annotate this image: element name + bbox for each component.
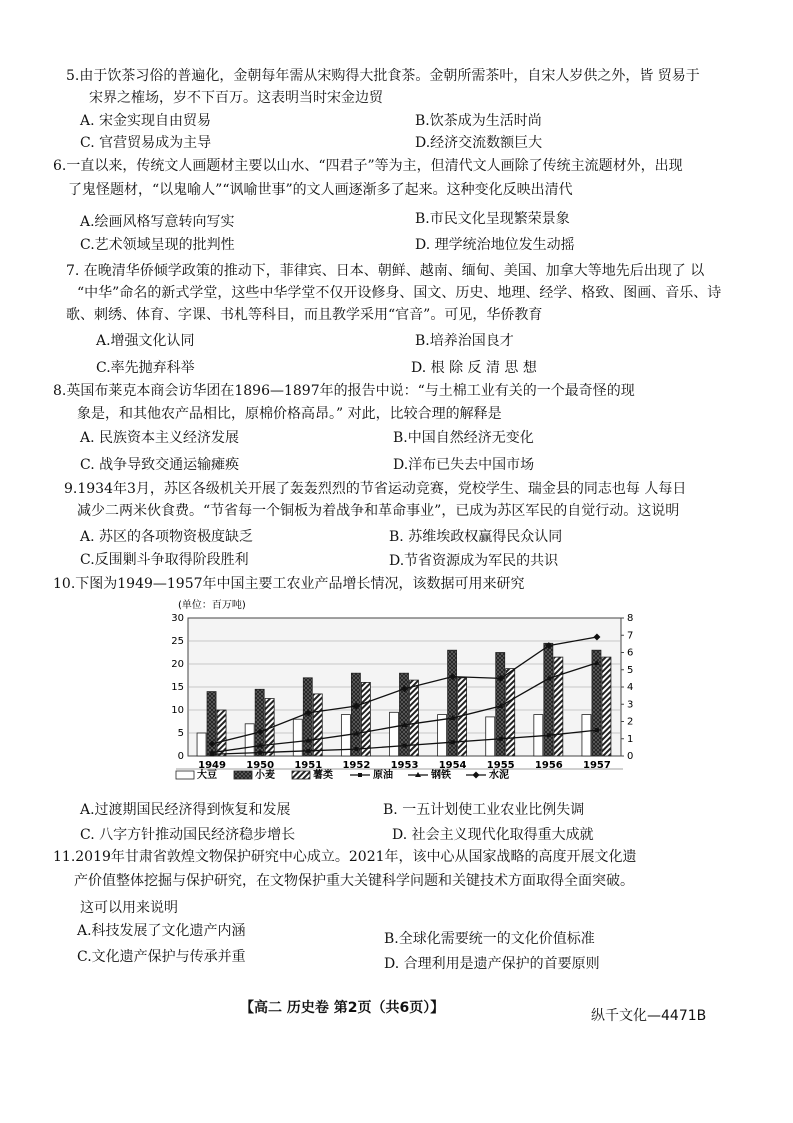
bar-小麦-1954 xyxy=(448,650,457,756)
q6-option-b: B.市民文化呈现繁荣景象 xyxy=(415,211,570,227)
right-tick-label: 6 xyxy=(627,647,634,659)
q10-option-a: A.过渡期国民经济得到恢复和发展 xyxy=(80,802,291,818)
right-tick-label: 4 xyxy=(627,682,634,693)
q6-option-c: C.艺术领域呈现的批判性 xyxy=(80,237,235,253)
point-原油-1953 xyxy=(403,744,407,748)
bar-大豆-1955 xyxy=(486,717,495,756)
bar-小麦-1953 xyxy=(400,673,409,756)
q11-stem-line1: 11.2019年甘肃省敦煌文物保护研究中心成立。2021年，该中心从国家战略的高度开展文化遗 xyxy=(53,849,637,865)
x-tick-label: 1957 xyxy=(583,760,611,771)
footer-subject: 历史卷 xyxy=(286,1000,329,1016)
right-tick-label: 3 xyxy=(627,699,634,711)
right-tick-label: 5 xyxy=(627,664,634,676)
q9-option-d: D.节省资源成为军民的共识 xyxy=(389,553,559,569)
q8-stem-line1: 8.英国布莱克本商会访华团在1896—1897年的报告中说：“与土棉工业有关的一个最奇怪的现 xyxy=(53,383,635,399)
q11-option-d: D. 合理利用是遗产保护的首要原则 xyxy=(384,956,600,972)
q5-option-d: D.经济交流数额巨大 xyxy=(415,135,543,151)
legend-label-水泥: 水泥 xyxy=(489,770,509,781)
q10-option-d: D. 社会主义现代化取得重大成就 xyxy=(392,827,594,843)
bar-大豆-1950 xyxy=(245,724,254,756)
q11-option-b: B.全球化需要统一的文化价值标准 xyxy=(384,931,595,947)
q11-stem-line3: 这可以用来说明 xyxy=(80,900,178,916)
x-tick-label: 1953 xyxy=(390,760,419,771)
legend-label-大豆: 大豆 xyxy=(197,770,217,781)
bar-薯类-1955 xyxy=(506,669,515,756)
left-tick-label: 0 xyxy=(177,751,184,762)
q6-stem-line1: 6.一直以来，传统文人画题材主要以山水、“四君子”等为主，但清代文人画除了传统主流题材外，出现 xyxy=(53,158,683,174)
q9-stem-line1: 9.1934年3月，苏区各级机关开展了轰轰烈烈的节省运动竞赛，党校学生、瑞金县的同志也每 人每日 xyxy=(64,481,687,497)
q7-option-b: B.培养治国良才 xyxy=(415,333,514,349)
q8-option-a: A. 民族资本主义经济发展 xyxy=(80,430,240,446)
bar-小麦-1956 xyxy=(544,643,553,756)
q6-option-d: D. 理学统治地位发生动摇 xyxy=(415,237,575,253)
footer-page: 第2页（共6页）】 xyxy=(328,1000,445,1016)
q8-option-c: C. 战争导致交通运输瘫痪 xyxy=(80,457,240,473)
bar-大豆-1949 xyxy=(197,733,206,756)
bar-小麦-1952 xyxy=(351,673,360,756)
point-原油-1955 xyxy=(499,737,503,741)
bar-大豆-1953 xyxy=(390,712,399,756)
point-原油-1957 xyxy=(595,728,599,732)
legend-swatch-薯类 xyxy=(292,771,310,779)
q5-option-a: A. 宋金实现自由贸易 xyxy=(80,113,212,129)
x-tick-label: 1949 xyxy=(198,760,226,771)
production-growth-chart xyxy=(160,598,650,795)
q7-stem-line1: 7. 在晚清华侨倾学政策的推动下，菲律宾、日本、朝鲜、越南、缅甸、美国、加拿大等地先后出现了 以 xyxy=(66,263,705,279)
left-tick-label: 30 xyxy=(171,613,184,624)
legend-label-原油: 原油 xyxy=(373,770,393,781)
legend-label-薯类: 薯类 xyxy=(313,770,333,781)
bar-薯类-1957 xyxy=(602,657,611,756)
q8-option-d: D.洋布已失去中国市场 xyxy=(393,457,535,473)
q11-stem-line2: 产价值整体挖掘与保护研究，在文物保护重大关键科学问题和关键技术方面取得全面突破。 xyxy=(74,873,634,889)
bar-薯类-1951 xyxy=(313,694,322,756)
q8-stem-line2: 象是，和其他农产品相比，原棉价格高昂。” 对此，比较合理的解释是 xyxy=(77,406,502,422)
q7-option-d: D. 根 除 反 清 思 想 xyxy=(411,360,537,376)
q11-option-c: C.文化遗产保护与传承并重 xyxy=(77,949,246,965)
q8-option-b: B.中国自然经济无变化 xyxy=(393,430,534,446)
bar-小麦-1951 xyxy=(303,678,312,756)
x-tick-label: 1955 xyxy=(486,760,515,771)
page-footer xyxy=(240,997,444,1017)
x-tick-label: 1952 xyxy=(342,760,371,771)
bar-小麦-1957 xyxy=(592,650,601,756)
bar-大豆-1957 xyxy=(582,715,591,756)
q11-option-a: A.科技发展了文化遗产内涵 xyxy=(77,923,246,939)
right-tick-label: 7 xyxy=(627,630,634,642)
point-原油-1951 xyxy=(306,749,310,753)
bar-大豆-1954 xyxy=(438,715,447,756)
q5-stem-line2: 宋界之榷场，岁不下百万。这表明当时宋金边贸 xyxy=(89,90,383,106)
q5-stem-line1: 5.由于饮茶习俗的普遍化，金朝每年需从宋购得大批食茶。金朝所需茶叶，自宋人岁供之外，皆 贸易于 xyxy=(66,68,700,84)
bar-薯类-1949 xyxy=(217,710,226,756)
chart-unit-label: (单位：百万吨) xyxy=(178,600,246,611)
point-原油-1956 xyxy=(547,733,551,737)
footer-code: 纵千文化—4471B xyxy=(591,1008,707,1024)
q9-stem-line2: 减少二两米伙食费。“节省每一个铜板为着战争和革命事业”，已成为苏区军民的自觉行动。这说明 xyxy=(77,503,680,519)
point-原油-1954 xyxy=(451,740,455,744)
legend-label-小麦: 小麦 xyxy=(255,770,275,781)
right-tick-label: 8 xyxy=(627,613,634,624)
q10-option-c: C. 八字方针推动国民经济稳步增长 xyxy=(80,827,296,843)
legend-swatch-大豆 xyxy=(176,771,194,779)
q9-option-a: A. 苏区的各项物资极度缺乏 xyxy=(80,529,254,545)
q7-stem-line2: “中华”命名的新式学堂，这些中华学堂不仅开设修身、国文、历史、地理、经学、格致、图画、音乐、诗 xyxy=(77,285,722,301)
q9-option-b: B. 苏维埃政权赢得民众认同 xyxy=(389,529,563,545)
q10-stem-line1: 10.下图为1949—1957年中国主要工农业产品增长情况，该数据可用来研究 xyxy=(53,576,525,592)
bar-薯类-1956 xyxy=(554,657,563,756)
q6-stem-line2: 了鬼怪题材，“以鬼喻人”“讽喻世事”的文人画逐渐多了起来。这种变化反映出清代 xyxy=(68,182,573,198)
x-tick-label: 1951 xyxy=(294,760,323,771)
x-tick-label: 1954 xyxy=(438,760,467,771)
right-tick-label: 2 xyxy=(627,716,634,728)
q7-option-c: C.率先抛弃科举 xyxy=(96,360,195,376)
left-tick-label: 15 xyxy=(171,682,184,693)
q7-stem-line3: 歌、刺绣、体育、字课、书札等科目，而且教学采用“官音”。可见，华侨教育 xyxy=(66,307,543,323)
legend-label-钢铁: 钢铁 xyxy=(431,770,451,781)
left-tick-label: 25 xyxy=(171,636,184,647)
q5-option-c: C. 官营贸易成为主导 xyxy=(80,135,212,151)
bar-薯类-1952 xyxy=(361,682,370,756)
right-tick-label: 1 xyxy=(627,733,634,745)
q6-option-a: A.绘画风格写意转向写实 xyxy=(80,214,235,230)
right-tick-label: 0 xyxy=(627,751,634,762)
q10-option-b: B. 一五计划使工业农业比例失调 xyxy=(383,802,585,818)
point-原油-1952 xyxy=(354,747,358,751)
left-tick-label: 20 xyxy=(171,659,184,670)
left-tick-label: 10 xyxy=(171,705,184,716)
point-原油-1950 xyxy=(258,751,262,755)
q7-option-a: A.增强文化认同 xyxy=(96,333,195,349)
x-tick-label: 1950 xyxy=(246,760,275,771)
left-tick-label: 5 xyxy=(177,728,184,739)
q9-option-c: C.反围剿斗争取得阶段胜利 xyxy=(80,552,249,568)
footer-open: 【高二 xyxy=(240,1000,287,1016)
x-tick-label: 1956 xyxy=(534,760,563,771)
q5-option-b: B.饮茶成为生活时尚 xyxy=(415,113,542,129)
legend-swatch-小麦 xyxy=(234,771,252,779)
